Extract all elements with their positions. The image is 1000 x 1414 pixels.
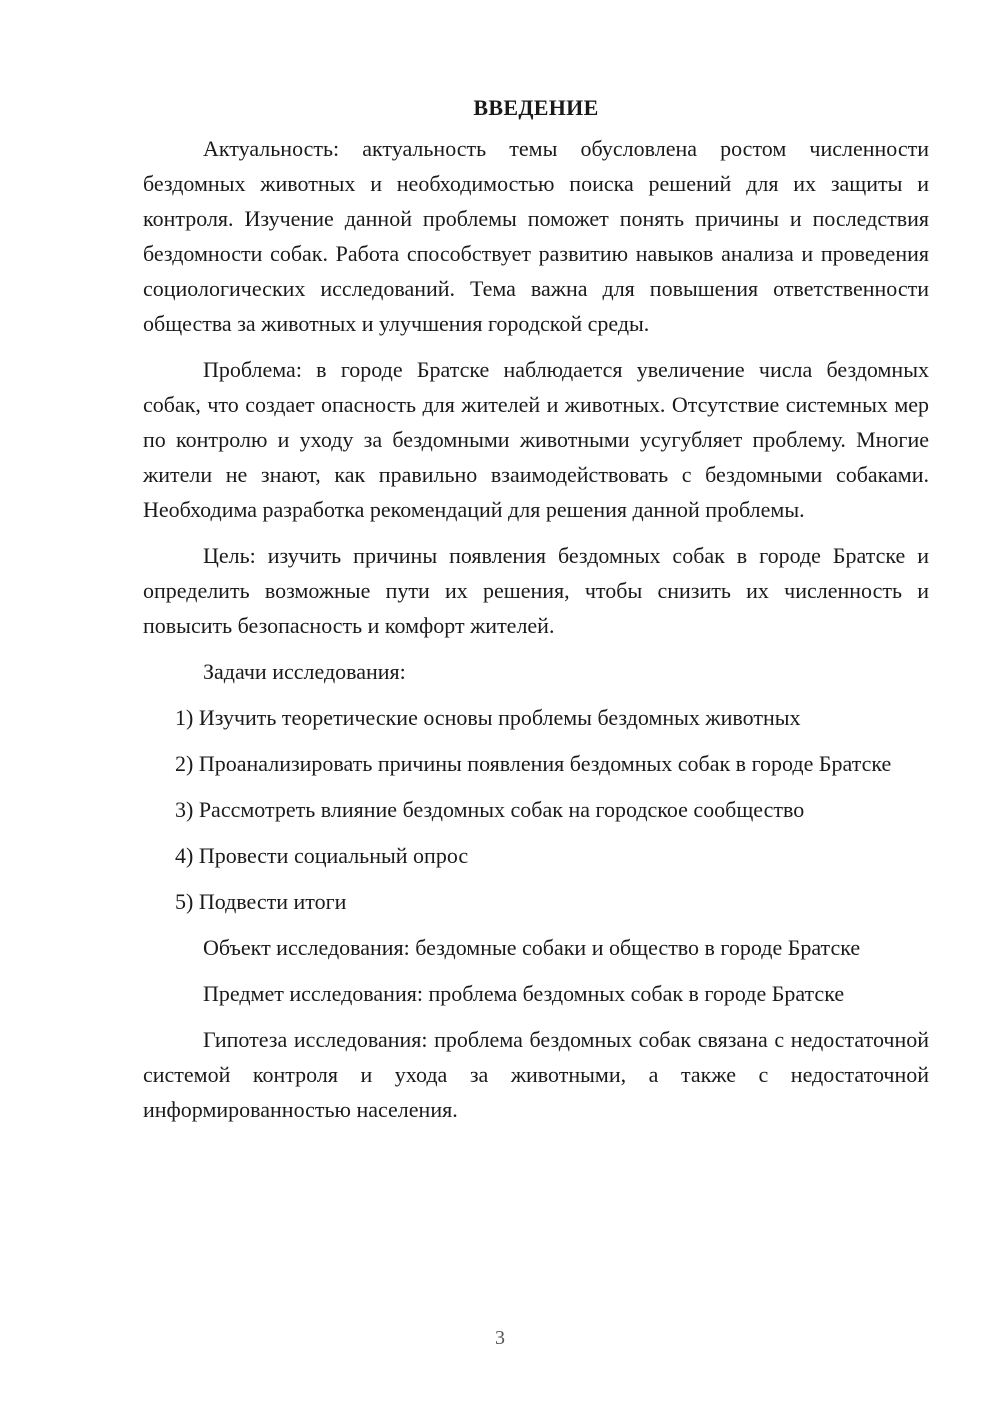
page-number: 3 [495,1327,505,1349]
relevance-paragraph: Актуальность: актуальность темы обусловлена ростом численности бездомных животных и необходимостью поиска решений для их защиты и контроля. Изучение данной проблемы поможет понять причины и последствия бездомности собак. Работа способствует развитию навыков анализа и проведения социологических исследований. Тема важна для повышения ответственности общества за животных и улучшения городской среды. [143,136,929,336]
problem-paragraph: Проблема: в городе Братске наблюдается увеличение числа бездомных собак, что создает опасность для жителей и животных. Отсутствие системных мер по контролю и уходу за бездомными животными усугубляет проблему. Многие жители не знают, как правильно взаимодействовать с бездомными собаками. Необходима разработка рекомендаций для решения данной проблемы. [143,357,929,522]
task-item: 2) Проанализировать причины появления бездомных собак в городе Братске [175,751,892,776]
task-item: 1) Изучить теоретические основы проблемы бездомных животных [175,705,801,730]
document-page [143,90,929,1138]
task-item: 5) Подвести итоги [175,889,347,914]
section-title: ВВЕДЕНИЕ [473,95,599,120]
subject-paragraph: Предмет исследования: проблема бездомных собак в городе Братске [203,981,845,1006]
tasks-heading: Задачи исследования: [203,659,406,684]
task-item: 3) Рассмотреть влияние бездомных собак на городское сообщество [175,797,805,822]
goal-paragraph: Цель: изучить причины появления бездомных собак в городе Братске и определить возможные пути их решения, чтобы снизить их численность и повысить безопасность и комфорт жителей. [143,543,929,638]
hypothesis-paragraph: Гипотеза исследования: проблема бездомных собак связана с недостаточной системой контроля и ухода за животными, а также с недостаточной информированностью населения. [143,1027,929,1122]
task-item: 4) Провести социальный опрос [175,843,469,868]
object-paragraph: Объект исследования: бездомные собаки и общество в городе Братске [203,935,861,960]
